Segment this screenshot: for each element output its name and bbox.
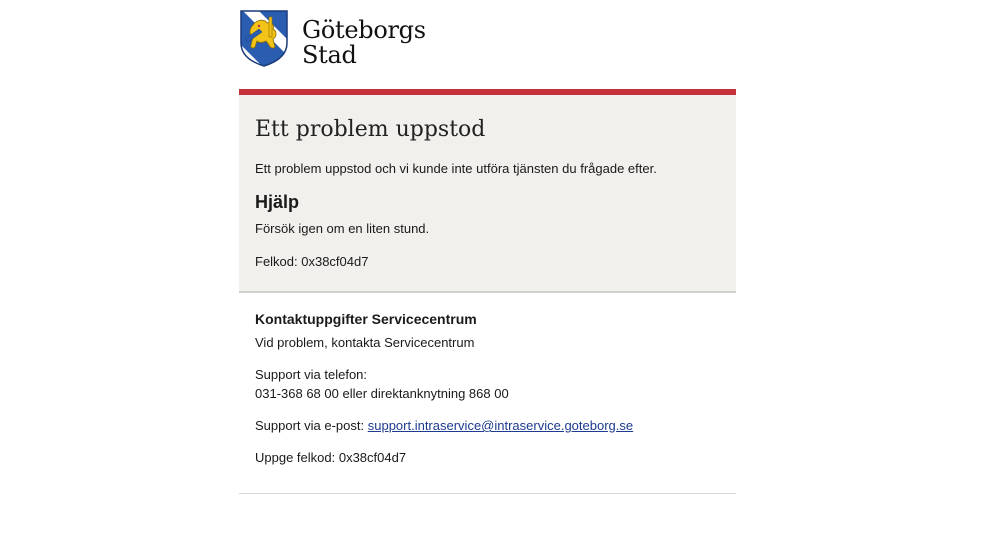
support-email-link[interactable]: support.intraservice@intraservice.goteborg.se (367, 418, 634, 433)
help-text: Försök igen om en liten stund. (255, 221, 430, 236)
site-header (239, 9, 426, 68)
contact-section (239, 293, 736, 494)
help-heading: Hjälp (255, 192, 300, 212)
phone-support-label: Support via telefon: (255, 367, 368, 382)
logo-text[interactable] (302, 18, 426, 68)
error-code: Felkod: 0x38cf04d7 (255, 254, 369, 269)
phone-support-number: 031-368 68 00 eller direktanknytning 868 00 (255, 386, 509, 401)
coat-of-arms-logo-icon[interactable] (239, 9, 289, 67)
error-title: Ett problem uppstod (255, 117, 486, 142)
error-description: Ett problem uppstod och vi kunde inte utföra tjänsten du frågade efter. (255, 161, 657, 176)
report-error-code: Uppge felkod: 0x38cf04d7 (255, 450, 407, 465)
error-panel (239, 89, 736, 293)
email-support-label: Support via e-post: (255, 418, 368, 433)
contact-description: Vid problem, kontakta Servicecentrum (255, 335, 475, 350)
logo-text-line2: Stad (302, 41, 357, 69)
contact-title: Kontaktuppgifter Servicecentrum (255, 311, 477, 327)
email-support (255, 418, 633, 433)
logo-text-line1: Göteborgs (302, 16, 426, 44)
